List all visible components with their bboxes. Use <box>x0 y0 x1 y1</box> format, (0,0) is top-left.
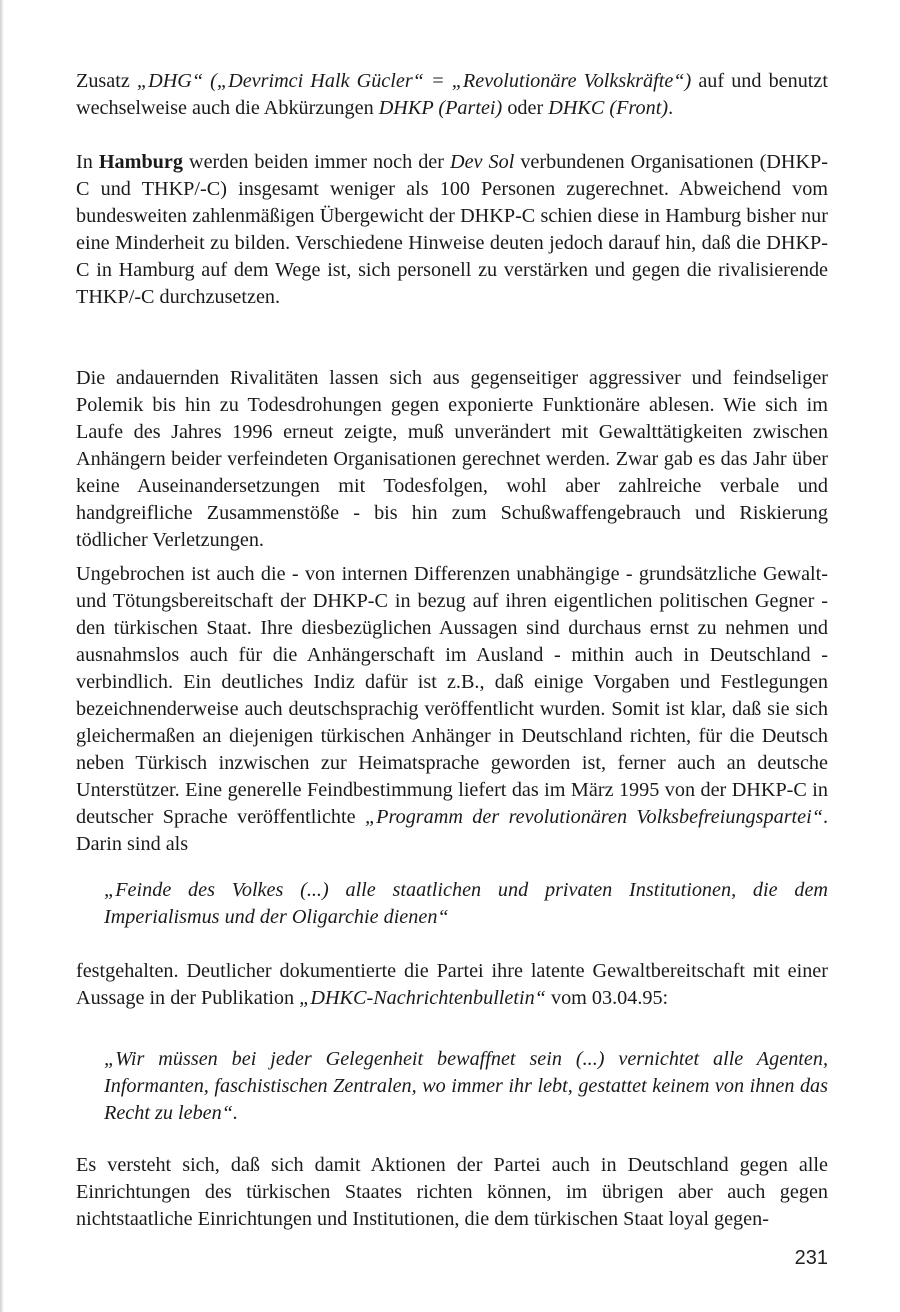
bold-term: Hamburg <box>98 151 183 173</box>
italic-term: „DHKC-Nachrichtenbulletin“ <box>299 987 546 1009</box>
blockquote-feinde: „Feinde des Volkes (...) alle staatlichen und privaten Institutionen, die dem Imperialismus und der Oligarchie dienen“ <box>104 879 828 928</box>
italic-term: DHKC (Front) <box>548 97 669 119</box>
page-number: 231 <box>794 1247 828 1269</box>
paragraph-dhg-abbreviations <box>76 68 828 122</box>
italic-term: DHKP (Partei) <box>378 97 503 119</box>
text-run: auf und benutzt wechselweise auch die Abkürzungen <box>76 70 828 119</box>
italic-term: „Programm der revolutionären Volksbefreiungspartei“ <box>364 806 823 828</box>
text-run: Zusatz <box>76 70 137 92</box>
text-run: werden beiden immer noch der <box>182 151 450 173</box>
text-run: Ungebrochen ist auch die - von internen Differenzen unabhängige - grundsätzliche Gewalt- und Tötungsbereitschaft der DHKP-C in bezug auf ihren eigentlichen politischen Gegner - den türkischen Staat. Ihre diesbezüglichen Aussagen sind durchaus ernst zu nehmen und ausnahmslos auch für die Anhängerschaft im Ausland - mithin auch in Deutschland - verbindlich. Ein deutliches Indiz dafür ist z.B., daß einige Vorgaben und Festlegungen bezeichnenderweise auch deutschsprachig veröffentlicht wurden. Somit ist klar, daß sie sich gleichermaßen an diejenigen türkischen Anhänger in Deutschland richten, für die Deutsch neben Türkisch inzwischen zur Heimatsprache geworden ist, ferner auch an deutsche Unterstützer. Eine generelle Feindbestimmung liefert das im März 1995 von der DHKP-C in deutscher Sprache veröffentlichte <box>76 563 828 828</box>
paragraph-consequences: Es versteht sich, daß sich damit Aktionen der Partei auch in Deutschland gegen alle Einrichtungen des türkischen Staates richten können, im übrigen aber auch gegen nichtstaatliche Einrichtungen und Institutionen, die dem türkischen Staat loyal gegen- <box>76 1154 828 1230</box>
italic-term: Dev Sol <box>450 151 515 173</box>
scan-edge-shadow <box>0 0 4 1312</box>
text-run: festgehalten. Deutlicher dokumentierte die Partei ihre latente Gewaltbereitschaft mit einer Aussage in der Publikation <box>76 960 828 1009</box>
paragraph-hamburg <box>76 149 828 311</box>
text-run: oder <box>502 97 549 119</box>
italic-term: „DHG“ („Devrimci Halk Gücler“ = „Revolutionäre Volkskräfte“) <box>136 70 692 92</box>
paragraph-bulletin <box>76 958 828 1012</box>
text-run: . Darin sind als <box>76 806 829 855</box>
paragraph-rivalries: Die andauernden Rivalitäten lassen sich aus gegenseitiger aggressiver und feindseliger Polemik bis hin zu Todesdrohungen gegen exponierte Funktionäre ablesen. Wie sich im Laufe des Jahres 1996 erneut zeigte, muß unverändert mit Gewalttätigkeiten zwischen Anhängern beider verfeindeten Organisationen gerechnet werden. Zwar gab es das Jahr über keine Auseinandersetzungen mit Todesfolgen, wohl aber zahlreiche verbale und handgreifliche Zusammenstöße - bis hin zum Schußwaffengebrauch und Riskierung tödlicher Verletzungen. <box>76 367 828 551</box>
text-run: vom 03.04.95: <box>545 987 669 1009</box>
text-run: verbundenen Organisationen (DHKP-C und THKP/-C) insgesamt weniger als 100 Personen zugerechnet. Abweichend vom bundesweiten zahlenmäßigen Übergewicht der DHKP-C schien diese in Hamburg bisher nur eine Minderheit zu bilden. Verschiedene Hinweise deuten jedoch darauf hin, daß die DHKP-C in Hamburg auf dem Wege ist, sich personell zu verstärken und gegen die rivalisierende THKP/-C durchzusetzen. <box>76 151 828 308</box>
paragraph-violence-readiness <box>76 561 828 858</box>
blockquote-bulletin: „Wir müssen bei jeder Gelegenheit bewaffnet sein (...) vernichtet alle Agenten, Informanten, faschistischen Zentralen, wo immer ihr lebt, gestattet keinem von ihnen das Recht zu leben“. <box>104 1048 828 1124</box>
text-run: In <box>76 151 99 173</box>
text-run: . <box>668 97 674 119</box>
